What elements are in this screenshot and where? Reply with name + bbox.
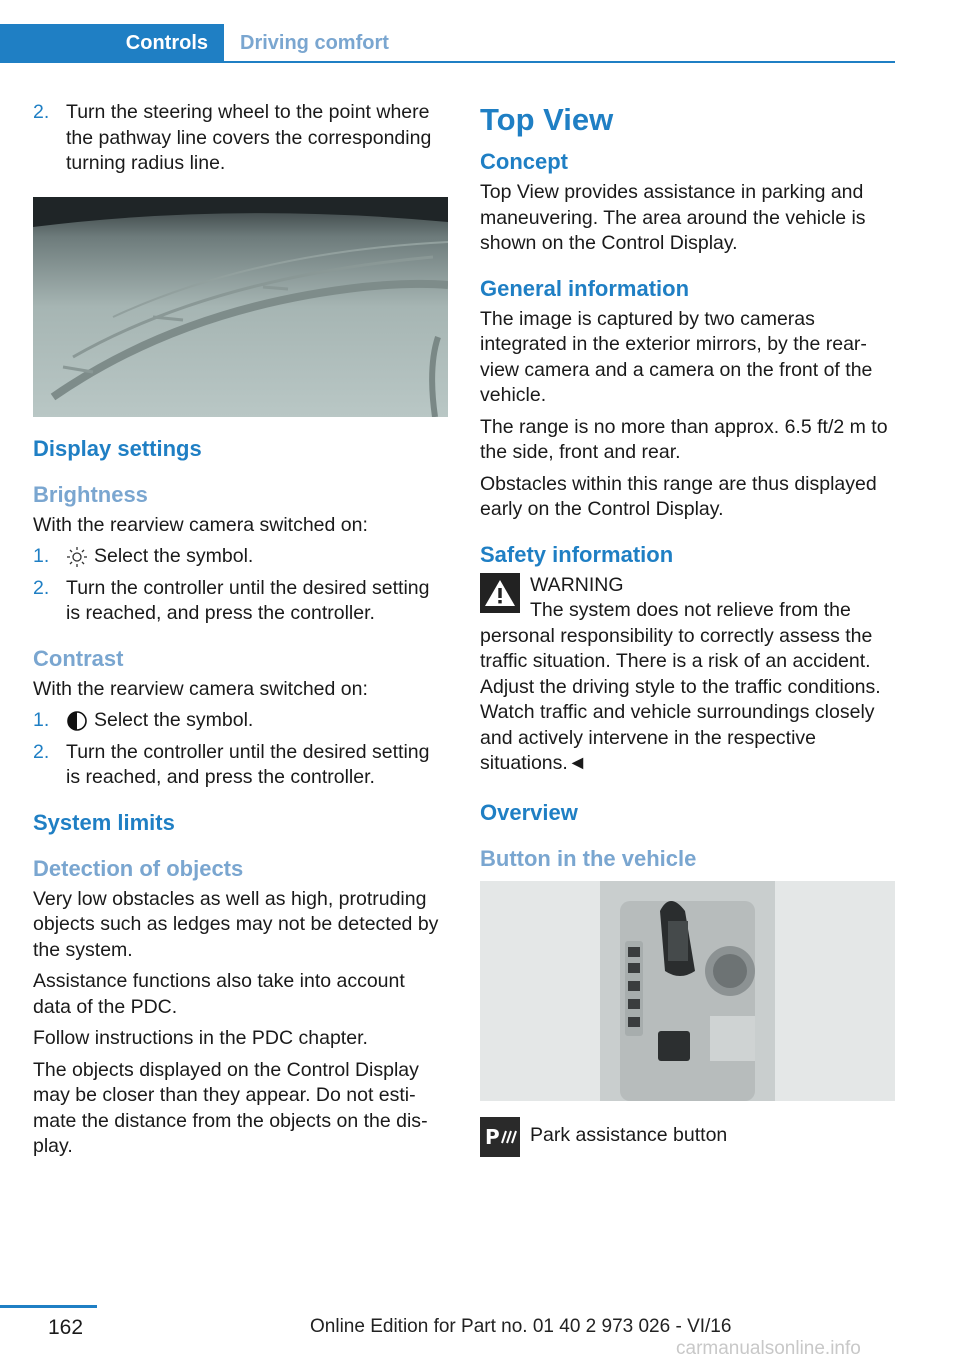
list-text: Turn the controller until the desired setting is reached, and press the controller. [66, 576, 430, 624]
heading-display-settings: Display settings [33, 435, 202, 461]
warning-first-line: The system does not relieve from the [530, 599, 851, 621]
list-item [33, 576, 448, 627]
list-item [33, 100, 448, 177]
heading-button-in-vehicle: Button in the vehicle [480, 845, 697, 871]
list-item [33, 740, 448, 791]
list-item [33, 544, 448, 570]
left-column [33, 100, 448, 1166]
heading-general-information: General information [480, 275, 690, 301]
detection-paragraph-3: Follow instructions in the PDC chapter. [33, 1027, 368, 1049]
list-text: Turn the controller until the desired setting is reached, and press the controller. [66, 740, 430, 788]
list-text: Turn the steering wheel to the point where the pathway line covers the corresponding turning radius line. [66, 101, 432, 174]
footer-rule [0, 1305, 97, 1308]
rearview-camera-image [33, 197, 448, 417]
heading-contrast: Contrast [33, 645, 124, 671]
list-number: 2. [33, 576, 50, 599]
page-number: 162 [48, 1316, 84, 1339]
heading-brightness: Brightness [33, 481, 148, 507]
general-paragraph-2: The range is no more than approx. 6.5 ft/2 m to the side, front and rear. [480, 415, 888, 463]
svg-text:P: P [485, 1124, 500, 1149]
brightness-icon [66, 546, 88, 568]
park-assistance-button-icon [480, 1117, 520, 1157]
list-number: 1. [33, 709, 50, 731]
heading-concept: Concept [480, 149, 568, 174]
contrast-icon [66, 710, 88, 732]
warning-text: personal responsibility to correctly assess the traffic situation. There is a risk of an accident. Adjust the driving style to the traffic conditions. Watch traffic and vehicle surroundings closely and actively intervene in the respective situations.◄ [480, 624, 881, 774]
warning-label: WARNING [530, 573, 624, 596]
list-text: Select the symbol. [94, 709, 254, 731]
heading-system-limits: System limits [33, 809, 175, 835]
general-paragraph-1: The image is captured by two cameras integrated in the exterior mirrors, by the rearview camera and a camera on the front of the vehicle. [480, 307, 873, 406]
edition-text: Online Edition for Part no. 01 40 2 973 026 - VI/16 [310, 1316, 732, 1337]
list-number: 2. [33, 740, 50, 763]
list-text: Select the symbol. [94, 545, 254, 567]
watermark: carmanualsonline.info [676, 1338, 861, 1359]
center-console-image [480, 881, 895, 1101]
list-item [33, 708, 448, 734]
heading-top-view: Top View [480, 102, 614, 137]
list-number: 2. [33, 101, 50, 123]
heading-safety-information: Safety information [480, 541, 674, 567]
detection-paragraph-1: Very low obstacles as well as high, protruding objects such as ledges may not be detected by the system. [33, 887, 439, 961]
header-rule [0, 61, 895, 63]
park-assistance-row [480, 1117, 895, 1157]
warning-block [480, 573, 895, 777]
list-number: 1. [33, 545, 50, 567]
header-bar [0, 0, 960, 64]
contrast-intro: With the rearview camera switched on: [33, 677, 368, 700]
heading-detection-of-objects: Detection of objects [33, 855, 244, 881]
detection-paragraph-2: Assistance functions also take into account data of the PDC. [33, 970, 405, 1018]
right-column [480, 100, 895, 1157]
warning-icon [480, 573, 520, 613]
concept-paragraph: Top View provides assistance in parking and maneuvering. The area around the vehicle is shown on the Control Display. [480, 181, 866, 254]
detection-paragraph-4: The objects displayed on the Control Display may be closer than they appear. Do not estimate the distance from the objects on the display. [33, 1058, 428, 1157]
park-assistance-label: Park assistance button [530, 1123, 728, 1146]
general-paragraph-3: Obstacles within this range are thus displayed early on the Control Display. [480, 472, 877, 520]
heading-overview: Overview [480, 799, 578, 825]
tab-driving-comfort[interactable]: Driving comfort [240, 31, 389, 54]
tab-controls[interactable]: Controls [0, 24, 224, 62]
brightness-intro: With the rearview camera switched on: [33, 513, 368, 536]
